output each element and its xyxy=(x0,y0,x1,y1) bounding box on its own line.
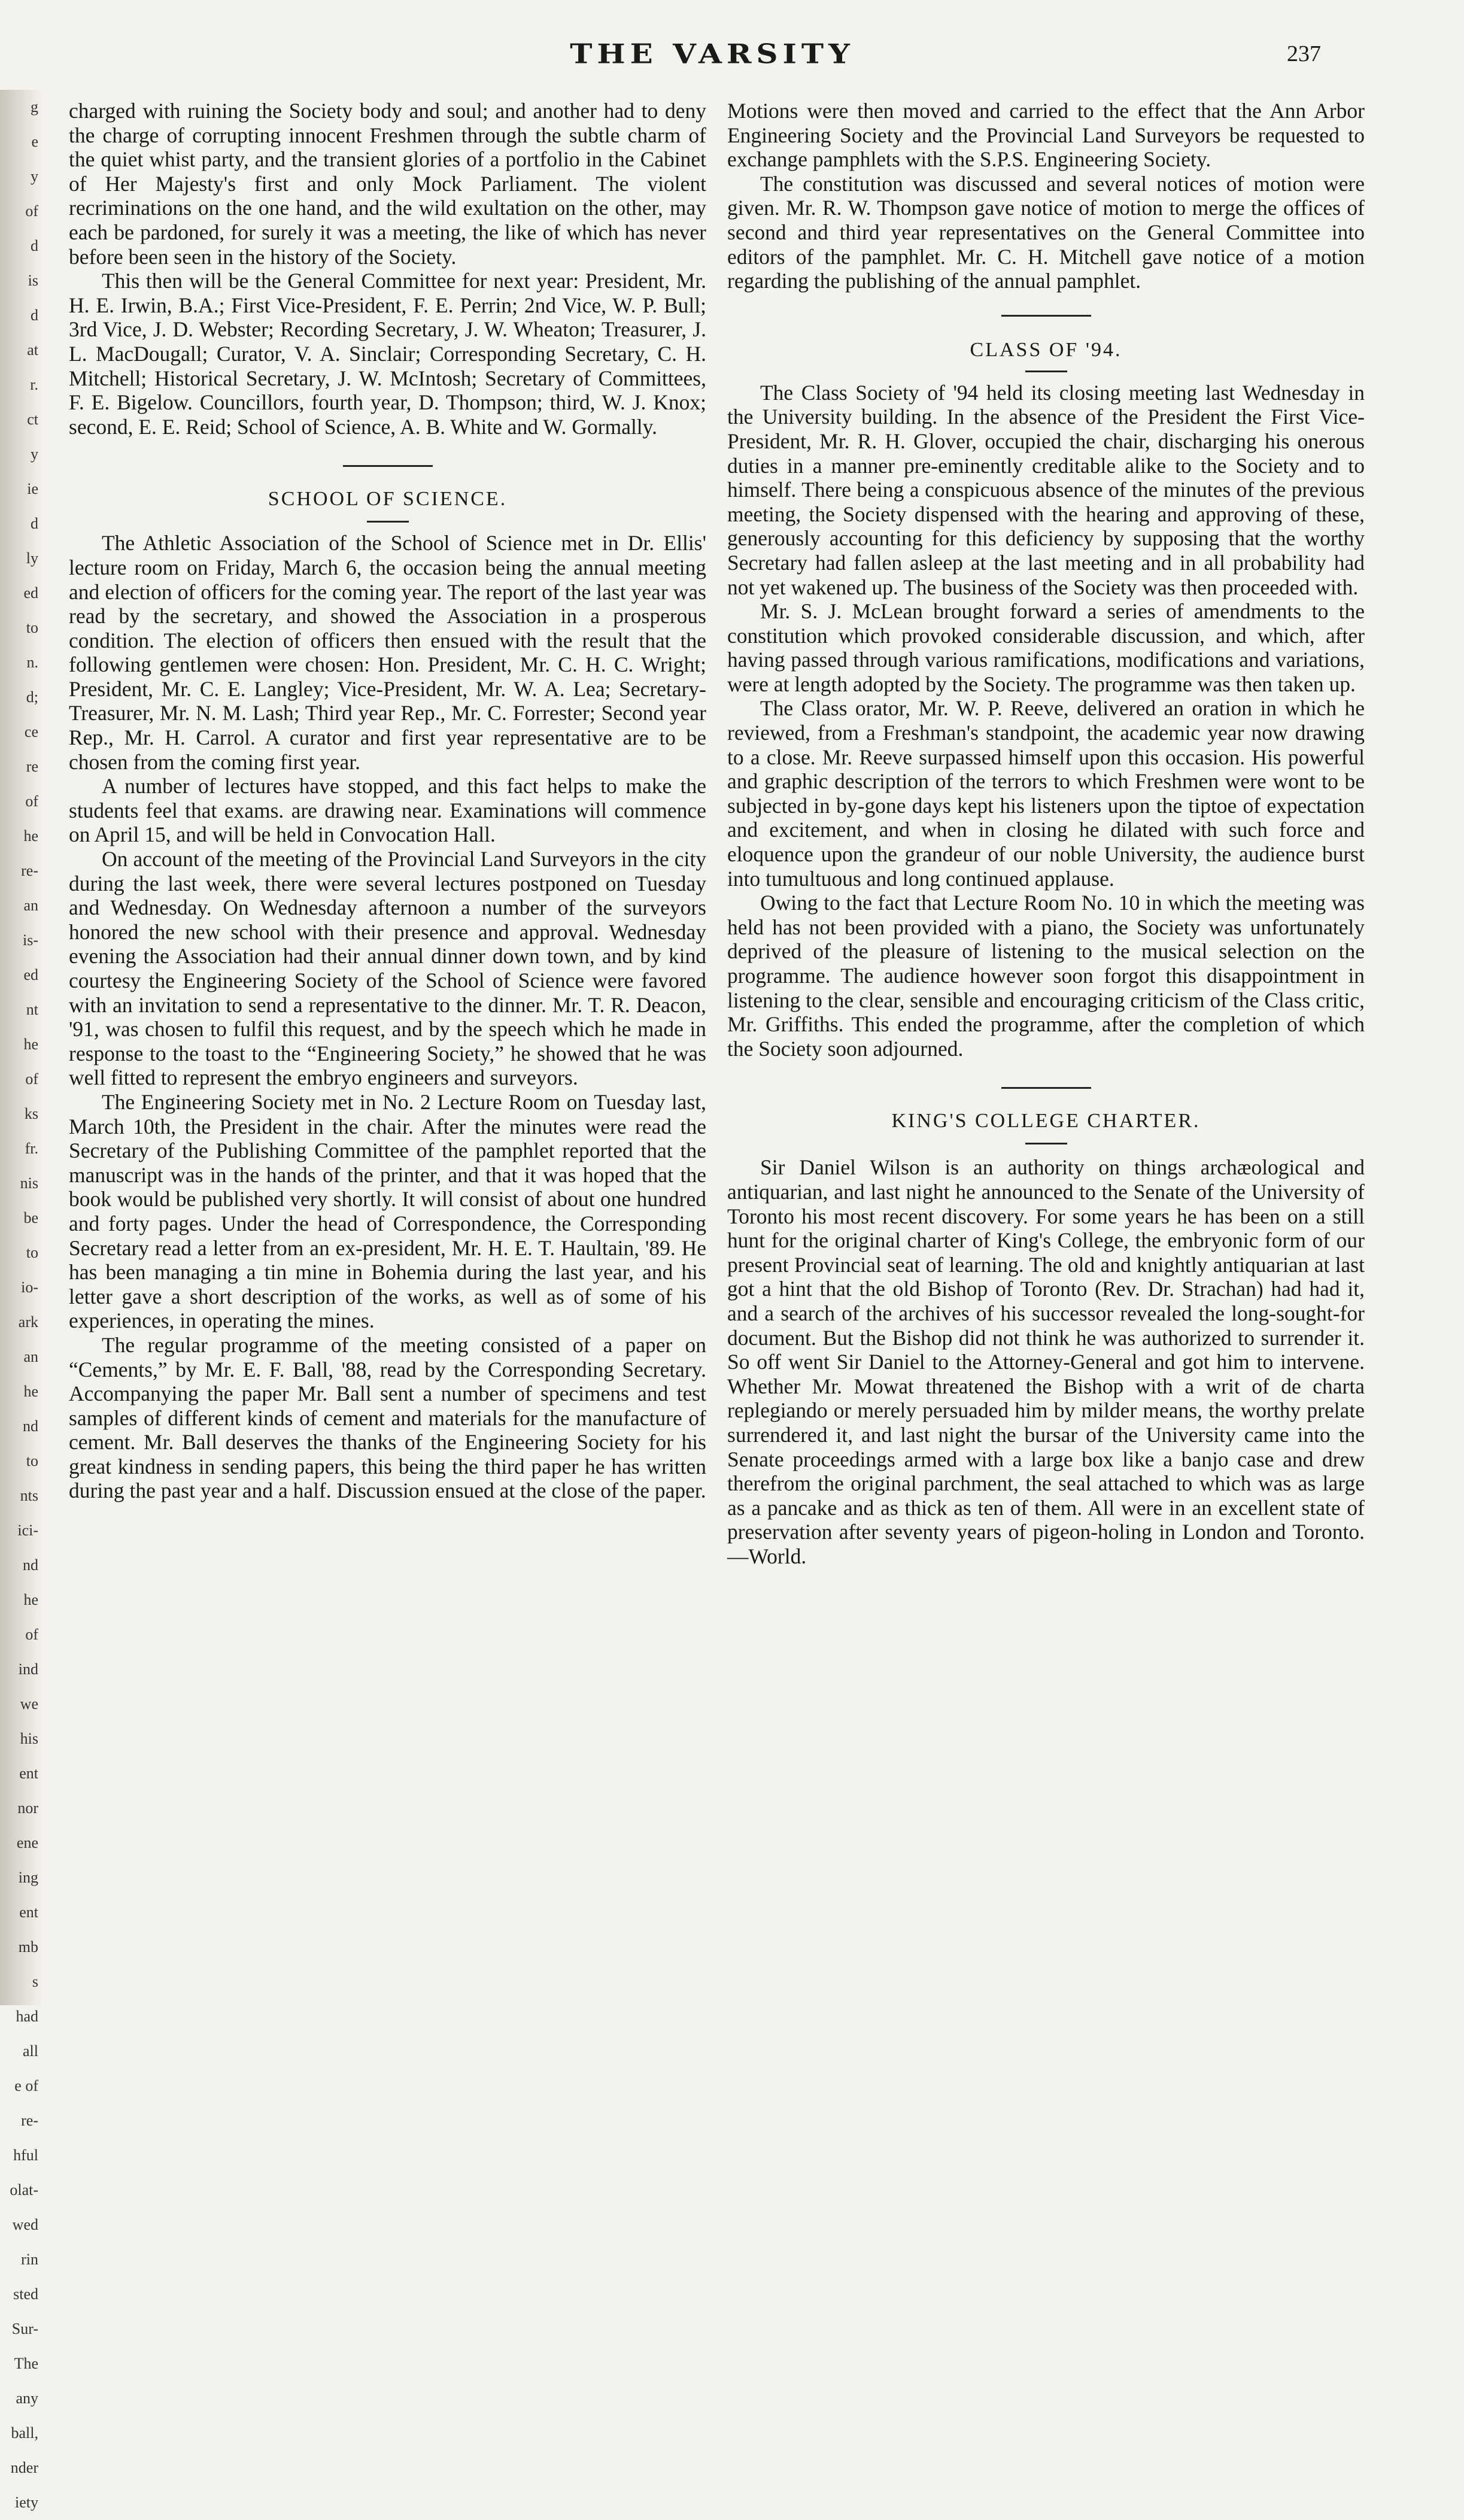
gutter-fragment: ed xyxy=(23,584,38,602)
gutter-fragment: is xyxy=(28,272,38,289)
gutter-fragment: an xyxy=(23,1348,38,1365)
gutter-fragment: ene xyxy=(16,1834,38,1851)
gutter-fragment: d xyxy=(31,515,38,532)
gutter-fragment: of xyxy=(25,202,38,220)
gutter-bleed-through xyxy=(0,90,42,2511)
gutter-fragment: y xyxy=(31,168,38,185)
gutter-fragment: ed xyxy=(23,966,38,983)
gutter-fragment: of xyxy=(25,1070,38,1088)
gutter-fragment: s xyxy=(32,1973,38,1990)
gutter-fragment: ark xyxy=(18,1313,38,1331)
gutter-fragment: ball, xyxy=(11,2424,38,2442)
gutter-fragment: ent xyxy=(19,1903,38,1921)
left-column xyxy=(69,99,706,1503)
gutter-fragment: at xyxy=(27,341,38,359)
gutter-fragment: he xyxy=(23,1591,38,1608)
gutter-fragment: he xyxy=(23,1036,38,1053)
paragraph: Mr. S. J. McLean brought forward a series of amendments to the constitution which provoked considerable discussion, and which, after having passed through various ramifications, modifications and variations, were at length adopted by the Society. The programme was then taken up. xyxy=(727,599,1365,696)
section-title-kings-college-charter: KING'S COLLEGE CHARTER. xyxy=(891,1110,1201,1133)
paragraph: On account of the meeting of the Provincial Land Surveyors in the city during the last week, there were several lectures postponed on Tuesday and Wednesday. On Wednesday afternoon a number of the surveyors honored the new school with their presence and approval. Wednesday evening the Association had their annual dinner down town, and by kind courtesy the Engineering Society of the School of Science were favored with an invitation to send a representative to the dinner. Mr. T. R. Deacon, '91, was chosen to fulfil this request, and by the speech which he made in response to the toast to the “Engineering Society,” he showed that he was well fitted to represent the embryo engineers and surveyors. xyxy=(69,847,706,1090)
gutter-fragment: nt xyxy=(26,1001,38,1018)
gutter-fragment: re xyxy=(26,758,38,775)
gutter-fragment: nd xyxy=(23,1417,38,1435)
gutter-fragment: had xyxy=(16,2008,38,2025)
paragraph: Sir Daniel Wilson is an authority on things archæological and antiquarian, and last night he announced to the Senate of the University of Toronto his most recent discovery. For some years he has been on a still hunt for the original charter of King's College, the embryonic form of our present Provincial seat of learning. The old and knightly antiquarian at last got a hint that the old Bishop of Toronto (Rev. Dr. Strachan) had had it, and a search of the archives of his successor revealed the long-sought-for document. But the Bishop did not think he was authorized to surrender it. So off went Sir Daniel to the Attorney-General and got him to intervene. Whether Mr. Mowat threatened the Bishop with a writ of de charta replegiando or merely persuaded him by milder means, the worthy prelate surrendered it, and last night the bursar of the University came into the Senate proceedings armed with a large box like a banjo case and drew therefrom the original parchment, the seal attached to which was as large as a pancake and as thick as ten of them. All were in an excellent state of preservation after seventy years of pigeon-holing in London and Toronto.—World. xyxy=(727,1155,1365,1568)
paragraph: This then will be the General Committee for next year: President, Mr. H. E. Irwin, B.A.; First Vice-President, F. E. Perrin; 2nd Vice, W. P. Bull; 3rd Vice, J. D. Webster; Recording Secretary, J. W. Wheaton; Treasurer, J. L. MacDougall; Curator, V. A. Sinclair; Corresponding Secretary, C. H. Mitchell; Historical Secretary, J. W. McIntosh; Secretary of Committees, F. E. Bigelow. Councillors, fourth year, D. Thompson; third, W. J. Knox; second, E. E. Reid; School of Science, A. B. White and W. Gormally. xyxy=(69,269,706,439)
paragraph: The Class Society of '94 held its closing meeting last Wednesday in the University building. In the absence of the President the First Vice-President, Mr. R. H. Glover, occupied the chair, discharging his onerous duties in a manner pre-eminently creditable alike to the Society and to himself. There being a conspicuous absence of the minutes of the previous meeting, the Society dispensed with the hearing and approving of these, generously accounting for this deficiency by supposing that the worthy Secretary had fallen asleep at the last meeting and in all probability had not yet wakened up. The business of the Society was then proceeded with. xyxy=(727,380,1365,599)
gutter-fragment: io- xyxy=(21,1279,38,1296)
gutter-fragment: nis xyxy=(20,1174,38,1192)
gutter-fragment: all xyxy=(23,2042,38,2060)
gutter-fragment: e of xyxy=(14,2077,38,2094)
gutter-fragment: rin xyxy=(21,2251,38,2268)
page-header xyxy=(0,36,1464,78)
paragraph: The constitution was discussed and several notices of motion were given. Mr. R. W. Thompson gave notice of motion to merge the offices of second and third year representatives on the General Committee into editors of the pamphlet. Mr. C. H. Mitchell gave notice of a motion regarding the publishing of the annual pamphlet. xyxy=(727,171,1365,293)
gutter-fragment: g xyxy=(31,98,38,116)
gutter-fragment: y xyxy=(31,445,38,463)
gutter-fragment: e xyxy=(31,133,38,150)
gutter-fragment: to xyxy=(26,619,38,636)
gutter-fragment: is- xyxy=(23,931,38,949)
gutter-fragment: of xyxy=(25,1626,38,1643)
gutter-fragment: ing xyxy=(18,1869,38,1886)
gutter-fragment: he xyxy=(23,1383,38,1400)
paragraph: The regular programme of the meeting consisted of a paper on “Cements,” by Mr. E. F. Ball, '88, read by the Corresponding Secretary. Accompanying the paper Mr. Ball sent a number of specimens and test samples of different kinds of cement and materials for the manufacture of cement. Mr. Ball deserves the thanks of the Engineering Society for his great kindness in sending papers, this being the third paper he has written during the past year and a half. Discussion ensued at the close of the paper. xyxy=(69,1332,706,1503)
gutter-fragment: r. xyxy=(30,376,38,393)
gutter-fragment: ent xyxy=(19,1765,38,1782)
gutter-fragment: he xyxy=(23,827,38,845)
gutter-fragment: hful xyxy=(13,2146,38,2164)
gutter-fragment: ks xyxy=(24,1105,38,1122)
paragraph: charged with ruining the Society body and soul; and another had to deny the charge of corrupting innocent Freshmen through the subtle charm of the quiet whist party, and the transient glories of a portfolio in the Cabinet of Her Majesty's first and only Mock Parliament. The violent recriminations on the one hand, and the wild exultation on the other, may each be pardoned, for surely it was a meeting, the like of which has never before been seen in the history of the Society. xyxy=(69,99,706,269)
section-title-class-of-94: CLASS OF '94. xyxy=(970,338,1122,361)
right-column xyxy=(727,99,1365,1568)
paragraph: The Athletic Association of the School of Science met in Dr. Ellis' lecture room on Friday, March 6, the occasion being the annual meeting and election of officers for the coming year. The report of the last year was read by the secretary, and showed the Association in a prosperous condition. The election of officers then ensued with the result that the following gentlemen were chosen: Hon. President, Mr. C. H. C. Wright; President, Mr. C. E. Langley; Vice-President, Mr. W. A. Lea; Secretary-Treasurer, Mr. N. M. Lash; Third year Rep., Mr. C. Forrester; Second year Rep., Mr. H. Carrol. A curator and first year representative are to be chosen from the coming first year. xyxy=(69,531,706,774)
gutter-fragment: any xyxy=(16,2390,38,2407)
gutter-fragment: ici- xyxy=(17,1522,38,1539)
gutter-fragment: be xyxy=(23,1209,38,1226)
gutter-fragment: wed xyxy=(12,2216,38,2233)
gutter-fragment: d xyxy=(31,306,38,324)
paragraph: A number of lectures have stopped, and this fact helps to make the students feel that exams. are drawing near. Examinations will commence on April 15, and will be held in Convocation Hall. xyxy=(69,774,706,847)
gutter-fragment: olat- xyxy=(10,2181,38,2199)
gutter-fragment: to xyxy=(26,1244,38,1261)
gutter-fragment: re- xyxy=(21,862,38,879)
section-title-school-of-science: SCHOOL OF SCIENCE. xyxy=(268,488,508,511)
gutter-fragment: Sur- xyxy=(11,2320,38,2337)
gutter-fragment: nts xyxy=(20,1487,38,1504)
gutter-fragment: The xyxy=(14,2355,38,2372)
gutter-fragment: iety xyxy=(15,2494,38,2511)
gutter-fragment: nor xyxy=(17,1799,38,1817)
gutter-fragment: we xyxy=(20,1695,38,1713)
masthead: THE VARSITY xyxy=(570,37,855,70)
gutter-fragment: nd xyxy=(23,1556,38,1574)
paragraph: Owing to the fact that Lecture Room No. 10 in which the meeting was held has not been provided with a piano, the Society was unfortunately deprived of the pleasure of listening to the musical selection on the programme. The audience however soon forgot this disappointment in listening to the clear, sensible and encouraging criticism of the Class critic, Mr. Griffiths. This ended the programme, after the completion of which the Society soon adjourned. xyxy=(727,891,1365,1061)
paragraph: Motions were then moved and carried to the effect that the Ann Arbor Engineering Society and the Provincial Land Surveyors be requested to exchange pamphlets with the S.P.S. Engineering Society. xyxy=(727,99,1365,172)
gutter-fragment: ce xyxy=(24,723,38,740)
gutter-fragment: ly xyxy=(26,549,38,567)
gutter-fragment: ct xyxy=(27,411,38,428)
gutter-fragment: his xyxy=(20,1730,38,1747)
gutter-fragment: nder xyxy=(10,2459,38,2476)
gutter-fragment: re- xyxy=(21,2112,38,2129)
paragraph: The Engineering Society met in No. 2 Lecture Room on Tuesday last, March 10th, the President in the chair. After the minutes were read the Secretary of the Publishing Committee of the pamphlet reported that the manuscript was in the hands of the printer, and that it was hoped that the book would be published very shortly. It will consist of about one hundred and forty pages. Under the head of Correspondence, the Corresponding Secretary read a letter from an ex-president, Mr. H. E. T. Haultain, '89. He has been managing a tin mine in Bohemia during the last year, and his letter gave a short description of the works, as well as of some of his experiences, in operating the mines. xyxy=(69,1089,706,1333)
paragraph: The Class orator, Mr. W. P. Reeve, delivered an oration in which he reviewed, from a Freshman's standpoint, the academic year now drawing to a close. Mr. Reeve surpassed himself upon this occasion. His powerful and graphic description of the terrors to which Freshmen were wont to be subjected in by-gone days kept his listeners upon the tiptoe of expectation and excitement, and when in closing he dilated with such force and eloquence upon the grandeur of our noble University, the audience burst into tumultuous and long continued applause. xyxy=(727,696,1365,891)
gutter-fragment: d xyxy=(31,237,38,254)
page-number: 237 xyxy=(1287,41,1321,66)
gutter-fragment: n. xyxy=(26,654,38,671)
gutter-fragment: an xyxy=(23,897,38,914)
gutter-fragment: ie xyxy=(27,480,38,497)
gutter-fragment: of xyxy=(25,793,38,810)
gutter-fragment: fr. xyxy=(25,1140,38,1157)
gutter-fragment: to xyxy=(26,1452,38,1470)
gutter-fragment: mb xyxy=(18,1938,38,1956)
gutter-fragment: ind xyxy=(18,1660,38,1678)
gutter-fragment: sted xyxy=(13,2285,38,2303)
gutter-fragment: d; xyxy=(26,688,38,706)
